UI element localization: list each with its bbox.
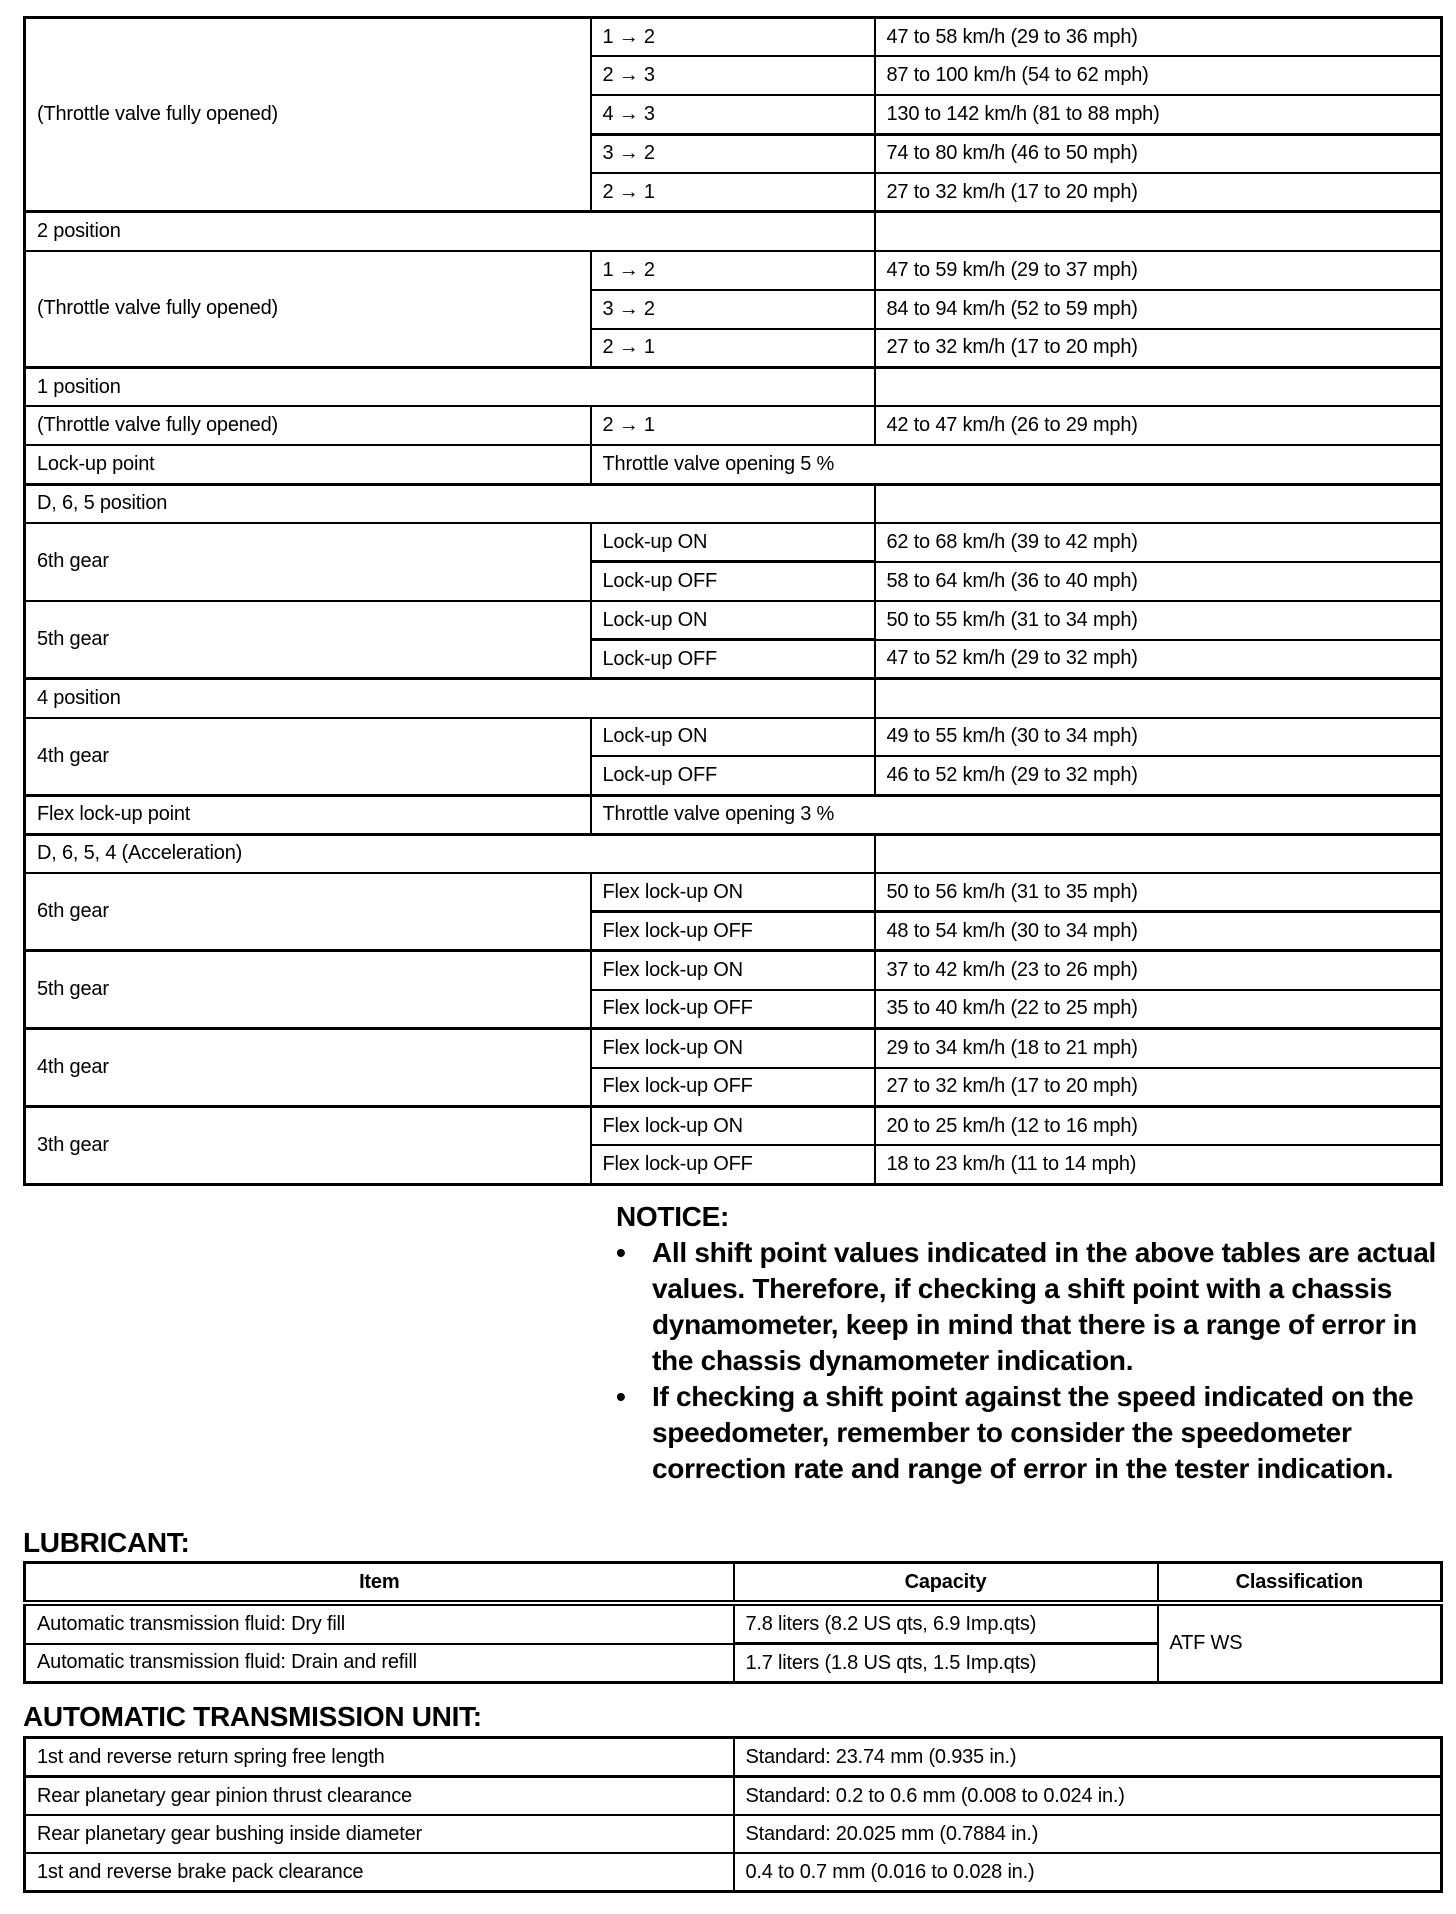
value-cell: Standard: 0.2 to 0.6 mm (0.008 to 0.024 in.) — [734, 1777, 1442, 1816]
lockup-cell: Flex lock-up OFF — [591, 990, 875, 1029]
shift-cell: 1 → 2 — [591, 251, 875, 290]
table-row — [25, 1815, 1442, 1853]
lubricant-heading: LUBRICANT: — [23, 1527, 190, 1558]
transmission-unit-table — [23, 1736, 1443, 1893]
table-row — [25, 18, 1442, 57]
section-header-row — [25, 834, 1442, 873]
item-cell: Rear planetary gear pinion thrust clearance — [25, 1777, 734, 1816]
table-row — [25, 1106, 1442, 1145]
empty-cell — [875, 212, 1442, 251]
table-row — [25, 406, 1442, 445]
lockup-cell: Flex lock-up ON — [591, 951, 875, 990]
column-header-item: Item — [25, 1563, 734, 1604]
gear-cell: 6th gear — [25, 873, 591, 951]
speed-cell: 47 to 58 km/h (29 to 36 mph) — [875, 18, 1442, 57]
table-row — [25, 951, 1442, 990]
gear-cell: 6th gear — [25, 523, 591, 601]
empty-cell — [875, 484, 1442, 523]
speed-cell: 46 to 52 km/h (29 to 32 mph) — [875, 756, 1442, 795]
shift-cell: 2 → 1 — [591, 173, 875, 212]
shift-cell: 2 → 3 — [591, 56, 875, 95]
table-row — [25, 251, 1442, 290]
gear-cell: 5th gear — [25, 601, 591, 679]
shift-cell: 4 → 3 — [591, 95, 875, 134]
speed-cell: 49 to 55 km/h (30 to 34 mph) — [875, 718, 1442, 757]
table-row — [25, 445, 1442, 484]
classification-cell: ATF WS — [1158, 1603, 1442, 1683]
lockup-cell: Lock-up OFF — [591, 640, 875, 679]
notice-list — [616, 1235, 1446, 1487]
capacity-cell: 1.7 liters (1.8 US qts, 1.5 Imp.qts) — [734, 1644, 1158, 1683]
shift-cell: 2 → 1 — [591, 329, 875, 368]
table-row — [25, 1603, 1442, 1644]
notice-item — [616, 1379, 1446, 1487]
table-row — [25, 601, 1442, 640]
lockup-cell: Flex lock-up ON — [591, 1029, 875, 1068]
speed-cell: 62 to 68 km/h (39 to 42 mph) — [875, 523, 1442, 562]
column-header-classification: Classification — [1158, 1563, 1442, 1604]
notice-item — [616, 1235, 1446, 1379]
capacity-cell: 7.8 liters (8.2 US qts, 6.9 Imp.qts) — [734, 1603, 1158, 1644]
condition-cell: (Throttle valve fully opened) — [25, 18, 591, 212]
gear-cell: 4th gear — [25, 1029, 591, 1107]
section-header-row — [25, 212, 1442, 251]
notice-text: If checking a shift point against the speed indicated on the speedometer, remember to consider the speedometer correction rate and range of error in the tester indication. — [652, 1381, 1414, 1484]
speed-cell: 18 to 23 km/h (11 to 14 mph) — [875, 1145, 1442, 1184]
section-header: D, 6, 5 position — [25, 484, 875, 523]
item-cell: 1st and reverse brake pack clearance — [25, 1853, 734, 1892]
speed-cell: 20 to 25 km/h (12 to 16 mph) — [875, 1106, 1442, 1145]
item-cell: Rear planetary gear bushing inside diameter — [25, 1815, 734, 1853]
section-header-row — [25, 679, 1442, 718]
condition-cell: Flex lock-up point — [25, 795, 591, 834]
lockup-cell: Lock-up ON — [591, 523, 875, 562]
speed-cell: 50 to 55 km/h (31 to 34 mph) — [875, 601, 1442, 640]
notice-text: All shift point values indicated in the above tables are actual values. Therefore, if checking a shift point with a chassis dynamometer, keep in mind that there is a range of error in the chassis dynamometer indication. — [652, 1237, 1436, 1376]
column-header-capacity: Capacity — [734, 1563, 1158, 1604]
empty-cell — [875, 679, 1442, 718]
speed-cell: 27 to 32 km/h (17 to 20 mph) — [875, 329, 1442, 368]
section-header: 4 position — [25, 679, 875, 718]
gear-cell: 3th gear — [25, 1106, 591, 1184]
shift-cell: 3 → 2 — [591, 290, 875, 329]
notice-block — [616, 1199, 1446, 1487]
speed-cell: 74 to 80 km/h (46 to 50 mph) — [875, 134, 1442, 173]
item-cell: 1st and reverse return spring free length — [25, 1738, 734, 1777]
bullet-icon: • — [616, 1381, 626, 1412]
lockup-cell: Lock-up ON — [591, 718, 875, 757]
lockup-cell: Flex lock-up ON — [591, 1106, 875, 1145]
lubricant-table — [23, 1561, 1443, 1684]
speed-cell: 47 to 52 km/h (29 to 32 mph) — [875, 640, 1442, 679]
spec-cell: Throttle valve opening 5 % — [591, 445, 1442, 484]
speed-cell: 27 to 32 km/h (17 to 20 mph) — [875, 173, 1442, 212]
condition-cell: (Throttle valve fully opened) — [25, 251, 591, 368]
speed-cell: 29 to 34 km/h (18 to 21 mph) — [875, 1029, 1442, 1068]
item-cell: Automatic transmission fluid: Drain and refill — [25, 1644, 734, 1683]
bullet-icon: • — [616, 1237, 626, 1268]
lockup-cell: Flex lock-up OFF — [591, 1145, 875, 1184]
table-row — [25, 1853, 1442, 1892]
table-row — [25, 1029, 1442, 1068]
speed-cell: 87 to 100 km/h (54 to 62 mph) — [875, 56, 1442, 95]
speed-cell: 58 to 64 km/h (36 to 40 mph) — [875, 562, 1442, 601]
table-row — [25, 1777, 1442, 1816]
gear-cell: 4th gear — [25, 718, 591, 796]
section-header: 1 position — [25, 368, 875, 407]
speed-cell: 37 to 42 km/h (23 to 26 mph) — [875, 951, 1442, 990]
table-row — [25, 873, 1442, 912]
empty-cell — [875, 834, 1442, 873]
lockup-cell: Lock-up OFF — [591, 562, 875, 601]
item-cell: Automatic transmission fluid: Dry fill — [25, 1603, 734, 1644]
value-cell: Standard: 20.025 mm (0.7884 in.) — [734, 1815, 1442, 1853]
section-header: 2 position — [25, 212, 875, 251]
gear-cell: 5th gear — [25, 951, 591, 1029]
section-header-row — [25, 484, 1442, 523]
header-row — [25, 1563, 1442, 1604]
shift-cell: 3 → 2 — [591, 134, 875, 173]
speed-cell: 84 to 94 km/h (52 to 59 mph) — [875, 290, 1442, 329]
shift-cell: 1 → 2 — [591, 18, 875, 57]
lockup-cell: Flex lock-up ON — [591, 873, 875, 912]
shift-point-table — [23, 16, 1443, 1186]
spec-cell: Throttle valve opening 3 % — [591, 795, 1442, 834]
speed-cell: 48 to 54 km/h (30 to 34 mph) — [875, 912, 1442, 951]
transmission-unit-heading: AUTOMATIC TRANSMISSION UNIT: — [23, 1701, 482, 1732]
condition-cell: (Throttle valve fully opened) — [25, 406, 591, 445]
lockup-cell: Flex lock-up OFF — [591, 1068, 875, 1107]
table-row — [25, 523, 1442, 562]
lockup-cell: Lock-up OFF — [591, 756, 875, 795]
notice-title: NOTICE: — [616, 1201, 730, 1232]
speed-cell: 130 to 142 km/h (81 to 88 mph) — [875, 95, 1442, 134]
table-row — [25, 718, 1442, 757]
lockup-cell: Flex lock-up OFF — [591, 912, 875, 951]
speed-cell: 35 to 40 km/h (22 to 25 mph) — [875, 990, 1442, 1029]
value-cell: Standard: 23.74 mm (0.935 in.) — [734, 1738, 1442, 1777]
condition-cell: Lock-up point — [25, 445, 591, 484]
speed-cell: 27 to 32 km/h (17 to 20 mph) — [875, 1068, 1442, 1107]
speed-cell: 50 to 56 km/h (31 to 35 mph) — [875, 873, 1442, 912]
shift-cell: 2 → 1 — [591, 406, 875, 445]
value-cell: 0.4 to 0.7 mm (0.016 to 0.028 in.) — [734, 1853, 1442, 1892]
table-row — [25, 795, 1442, 834]
empty-cell — [875, 368, 1442, 407]
section-header-row — [25, 368, 1442, 407]
section-header: D, 6, 5, 4 (Acceleration) — [25, 834, 875, 873]
speed-cell: 47 to 59 km/h (29 to 37 mph) — [875, 251, 1442, 290]
table-row — [25, 1738, 1442, 1777]
speed-cell: 42 to 47 km/h (26 to 29 mph) — [875, 406, 1442, 445]
lockup-cell: Lock-up ON — [591, 601, 875, 640]
